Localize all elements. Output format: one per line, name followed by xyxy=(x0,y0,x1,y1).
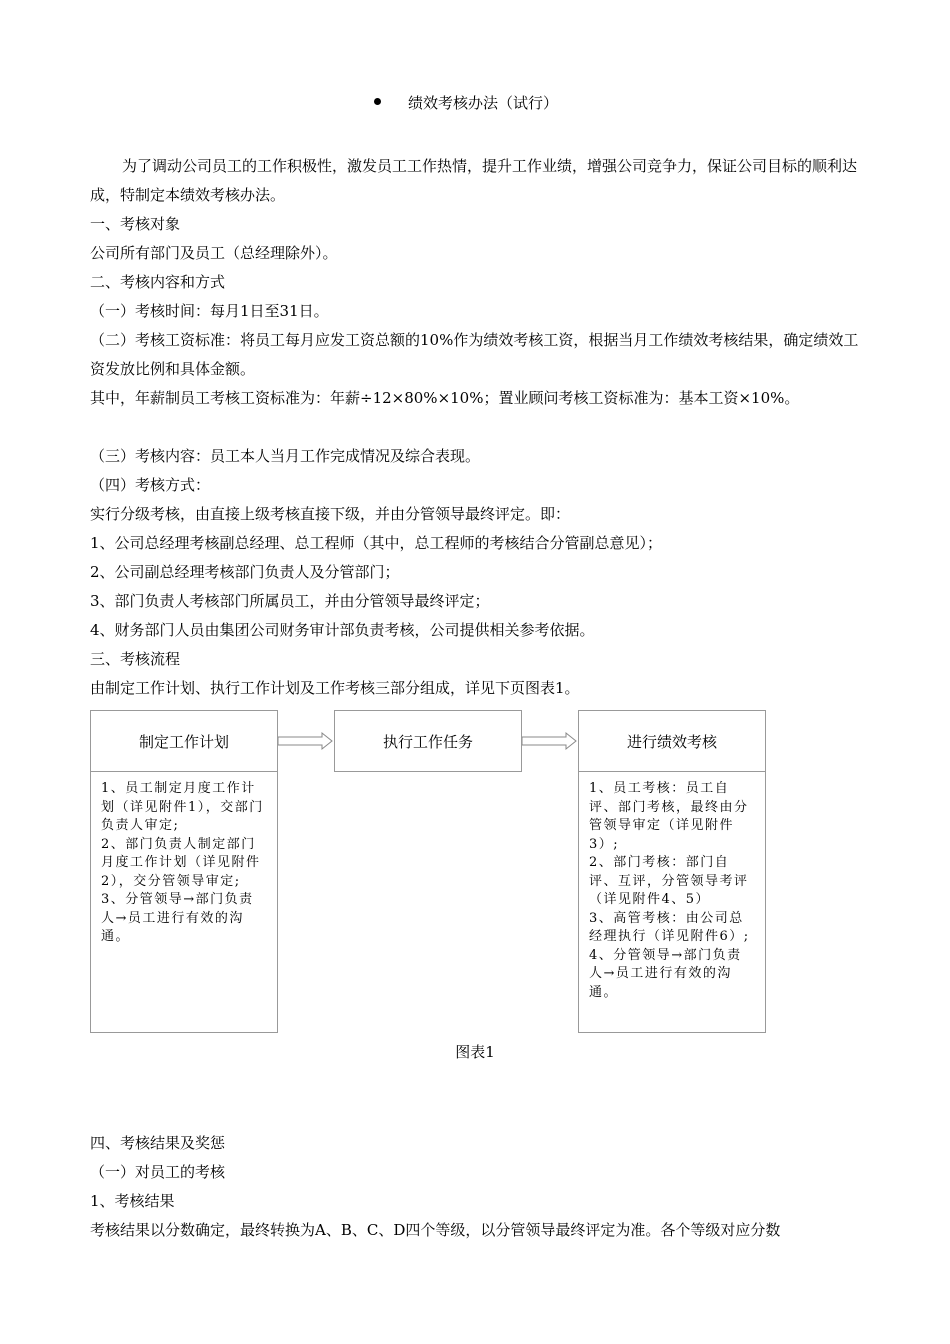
flow-box-execute-title: 执行工作任务 xyxy=(334,710,522,772)
section-3-title: 三、考核流程 xyxy=(90,650,181,668)
flow-box-assess-body: 1、员工考核：员工自评、部门考核，最终由分管领导审定（详见附件3）; 2、部门考核：部门自评、互评，分管领导考评（详见附件4、5） 3、高管考核：由公司总经理执行（详见附件6）; 4、分管领导→部门负责人→员工进行有效的沟通。 xyxy=(578,771,766,1033)
list-item: 2、公司副总经理考核部门负责人及分管部门； xyxy=(90,563,400,581)
list-item: 4、财务部门人员由集团公司财务审计部负责考核，公司提供相关参考依据。 xyxy=(90,621,595,639)
section-4-results-text: 考核结果以分数确定，最终转换为A、B、C、D四个等级，以分管领导最终评定为准。各个等级对应分数 xyxy=(90,1221,781,1239)
page-title: 绩效考核办法（试行） xyxy=(408,94,559,112)
intro-paragraph: 为了调动公司员工的工作积极性，激发员工工作热情，提升工作业绩，增强公司竞争力，保证公司目标的顺利达成，特制定本绩效考核办法。 xyxy=(90,157,858,204)
section-2-method-title: （四）考核方式： xyxy=(90,476,211,494)
flow-box-assess-title: 进行绩效考核 xyxy=(578,710,766,772)
section-1-title: 一、考核对象 xyxy=(90,215,181,233)
section-2-wage-formula: 其中，年薪制员工考核工资标准为：年薪÷12×80%×10%；置业顾问考核工资标准为：基本工资×10%。 xyxy=(90,389,800,407)
section-2-method-text: 实行分级考核，由直接上级考核直接下级，并由分管领导最终评定。即： xyxy=(90,505,571,523)
section-1-text: 公司所有部门及员工（总经理除外）。 xyxy=(90,244,338,262)
section-4-results-title: 1、考核结果 xyxy=(90,1192,175,1210)
figure-caption: 图表1 xyxy=(455,1043,495,1061)
section-2-title: 二、考核内容和方式 xyxy=(90,273,226,291)
section-2-wage-standard: （二）考核工资标准：将员工每月应发工资总额的10%作为绩效考核工资，根据当月工作绩效考核结果，确定绩效工资发放比例和具体金额。 xyxy=(90,331,859,378)
flow-arrow-right-icon xyxy=(522,731,578,751)
list-item: 3、部门负责人考核部门所属员工，并由分管领导最终评定； xyxy=(90,592,490,610)
bullet-icon xyxy=(374,98,381,105)
section-2-content: （三）考核内容：员工本人当月工作完成情况及综合表现。 xyxy=(90,447,481,465)
flow-box-plan-body: 1、员工制定月度工作计划（详见附件1），交部门负责人审定; 2、部门负责人制定部门月度工作计划（详见附件2），交分管领导审定; 3、分管领导→部门负责人→员工进行有效的沟通。 xyxy=(90,771,278,1033)
section-4-title: 四、考核结果及奖惩 xyxy=(90,1134,226,1152)
flow-arrow-right-icon xyxy=(278,731,334,751)
flow-box-plan-title: 制定工作计划 xyxy=(90,710,278,772)
list-item: 1、公司总经理考核副总经理、总工程师（其中，总工程师的考核结合分管副总意见）； xyxy=(90,534,663,552)
section-2-time: （一）考核时间：每月1日至31日。 xyxy=(90,302,329,320)
section-3-text: 由制定工作计划、执行工作计划及工作考核三部分组成，详见下页图表1。 xyxy=(90,679,580,697)
section-4-subtitle: （一）对员工的考核 xyxy=(90,1163,226,1181)
